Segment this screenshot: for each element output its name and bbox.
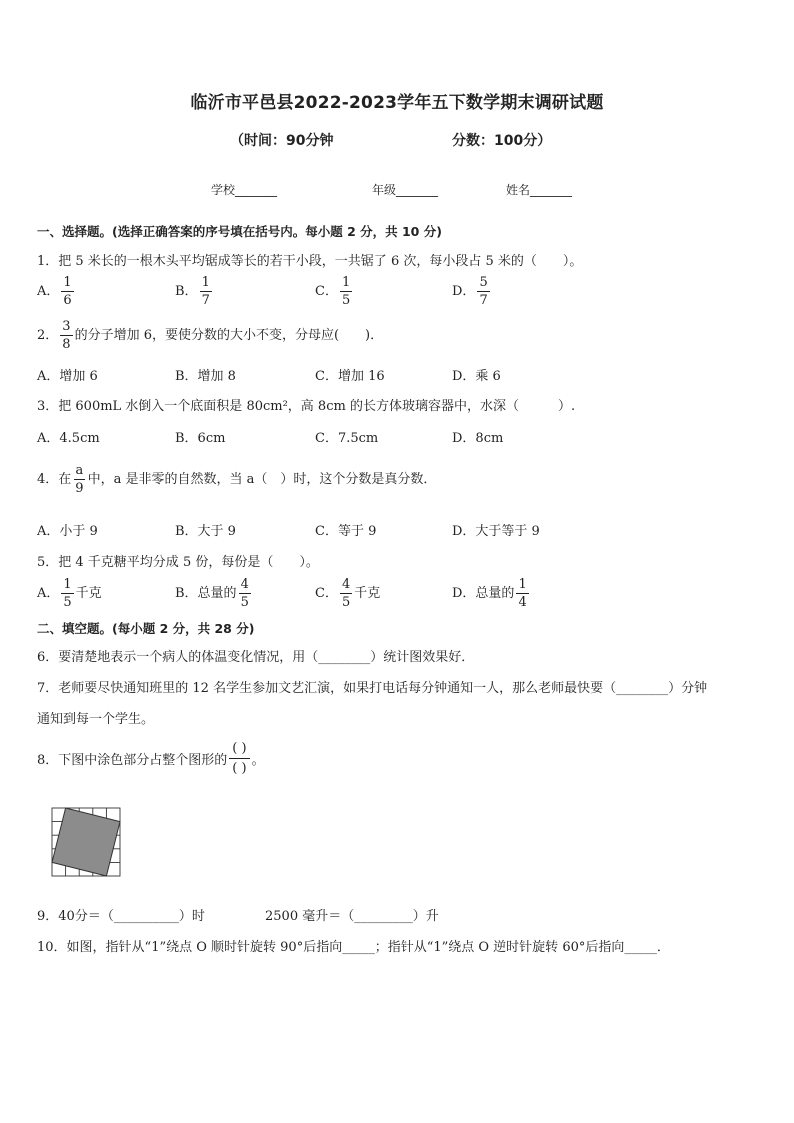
question-10: 10．如图，指针从“1”绕点 O 顺时针旋转 90°后指向_____；指针从“1”绕点 O 逆时针旋转 60°后指向_____． <box>37 940 670 955</box>
q5-option-c[interactable]: C． $\frac{4}{5}$ 千克 <box>315 577 381 610</box>
q1-option-d[interactable]: D． $\frac{5}{7}$ <box>452 275 488 308</box>
fraction: $\frac{1}{6}$ <box>63 275 72 308</box>
shaded-square <box>52 808 120 876</box>
fraction: $\frac{a}{9}$ <box>75 463 84 496</box>
exam-score: 分数：100分） <box>452 133 552 149</box>
q4-option-b[interactable]: B．大于 9 <box>175 524 236 539</box>
q4-option-a[interactable]: A．小于 9 <box>37 524 98 539</box>
question-3: 3．把 600mL 水倒入一个底面积是 80cm²，高 8cm 的长方体玻璃容器中，水深（ ）. <box>37 399 576 414</box>
q2-option-a[interactable]: A．增加 6 <box>37 369 98 384</box>
section-2-title: 二、填空题。(每小题 2 分，共 28 分) <box>37 621 255 636</box>
grade-field[interactable]: 年级_______ <box>372 183 439 197</box>
question-7-continued: 通知到每一个学生。 <box>37 712 155 727</box>
fraction: $\frac{3}{8}$ <box>62 319 71 352</box>
question-9-part-a: 9．40分＝（__________）时 <box>37 909 205 924</box>
q4-option-c[interactable]: C．等于 9 <box>315 524 377 539</box>
fraction: $\frac{1}{5}$ <box>63 577 72 610</box>
page-title: 临沂市平邑县2022-2023学年五下数学期末调研试题 <box>190 93 604 113</box>
q4-option-d[interactable]: D．大于等于 9 <box>452 524 540 539</box>
name-field[interactable]: 姓名_______ <box>506 183 573 197</box>
question-4: 4．在 $\frac{a}{9}$ 中，a 是非零的自然数，当 a（ ）时，这个分数是真分数． <box>37 463 437 496</box>
school-field[interactable]: 学校_______ <box>211 183 278 197</box>
question-8: 8．下图中涂色部分占整个图形的 $\frac{( )}{( )}$ 。 <box>37 741 265 776</box>
q1-option-c[interactable]: C． $\frac{1}{5}$ <box>315 275 351 308</box>
q5-option-d[interactable]: D．总量的 $\frac{1}{4}$ <box>452 577 527 610</box>
fraction: $\frac{1}{4}$ <box>518 577 527 610</box>
question-5: 5．把 4 千克糖平均分成 5 份，每份是（ ）。 <box>37 555 319 570</box>
question-1: 1．把 5 米长的一根木头平均锯成等长的若干小段，一共锯了 6 次，每小段占 5 米的（ ）。 <box>37 254 583 269</box>
shaded-square-grid-figure <box>51 807 123 879</box>
q1-option-a[interactable]: A． $\frac{1}{6}$ <box>37 275 72 308</box>
fraction: $\frac{1}{5}$ <box>341 275 351 308</box>
q2-option-d[interactable]: D．乘 6 <box>452 369 501 384</box>
q1-option-b[interactable]: B． $\frac{1}{7}$ <box>175 275 210 308</box>
q3-option-a[interactable]: A．4.5cm <box>37 431 100 446</box>
exam-time: （时间：90分钟 <box>230 133 334 149</box>
fraction: $\frac{4}{5}$ <box>240 577 249 610</box>
question-2: 2． $\frac{3}{8}$ 的分子增加 6，要使分数的大小不变，分母应( )． <box>37 319 384 352</box>
q3-option-d[interactable]: D．8cm <box>452 431 504 446</box>
question-6: 6．要清楚地表示一个病人的体温变化情况，用（________）统计图效果好． <box>37 650 475 665</box>
q3-option-b[interactable]: B．6cm <box>175 431 226 446</box>
question-7: 7．老师要尽快通知班里的 12 名学生参加文艺汇演，如果打电话每分钟通知一人，那么老师最快要（________）分钟 <box>37 681 708 696</box>
section-1-title: 一、选择题。(选择正确答案的序号填在括号内。每小题 2 分，共 10 分) <box>37 224 442 239</box>
q2-option-b[interactable]: B．增加 8 <box>175 369 236 384</box>
fraction: $\frac{1}{7}$ <box>201 275 210 308</box>
q5-option-a[interactable]: A． $\frac{1}{5}$ 千克 <box>37 577 102 610</box>
fraction-blank[interactable]: $\frac{( )}{( )}$ <box>229 742 249 775</box>
q5-option-b[interactable]: B．总量的 $\frac{4}{5}$ <box>175 577 249 610</box>
question-9-part-b: 2500 毫升＝（_________）升 <box>265 909 439 924</box>
q2-option-c[interactable]: C．增加 16 <box>315 369 385 384</box>
fraction: $\frac{4}{5}$ <box>341 577 351 610</box>
fraction: $\frac{5}{7}$ <box>479 275 488 308</box>
q3-option-c[interactable]: C．7.5cm <box>315 431 379 446</box>
